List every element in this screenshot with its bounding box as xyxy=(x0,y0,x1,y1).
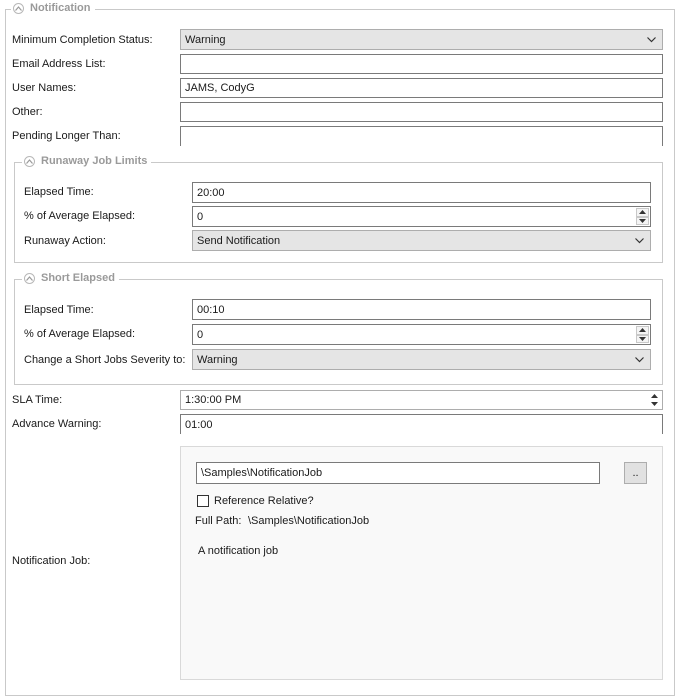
runaway-pct-value: 0 xyxy=(197,210,204,223)
browse-button[interactable] xyxy=(624,462,647,484)
short-severity-value: Warning xyxy=(197,353,238,366)
collapse-up-icon[interactable] xyxy=(24,273,35,284)
email-field[interactable] xyxy=(180,54,663,74)
other-field[interactable] xyxy=(180,102,663,122)
min-completion-label: Minimum Completion Status: xyxy=(12,34,153,46)
collapse-up-icon[interactable] xyxy=(13,3,24,14)
collapse-up-icon[interactable] xyxy=(24,156,35,167)
short-elapsed-label: Elapsed Time: xyxy=(24,304,94,316)
spin-down-icon[interactable] xyxy=(648,400,661,408)
sla-label: SLA Time: xyxy=(12,394,63,406)
pending-field[interactable] xyxy=(180,126,663,146)
spin-up-icon[interactable] xyxy=(636,326,649,335)
min-completion-select[interactable] xyxy=(180,29,663,50)
short-elapsed-value: 00:10 xyxy=(197,303,225,316)
browse-label: .. xyxy=(632,467,639,479)
runaway-elapsed-label: Elapsed Time: xyxy=(24,186,94,198)
chevron-down-icon xyxy=(647,37,656,43)
job-path-value: \Samples\NotificationJob xyxy=(201,467,323,479)
advance-value: 01:00 xyxy=(185,418,213,431)
job-description: A notification job xyxy=(198,545,279,557)
user-names-value: JAMS, CodyG xyxy=(185,82,255,94)
notification-job-label: Notification Job: xyxy=(12,555,91,567)
spin-down-icon[interactable] xyxy=(636,335,649,344)
runaway-action-value: Send Notification xyxy=(197,234,281,247)
runaway-legend[interactable] xyxy=(22,154,151,168)
sla-time-picker[interactable] xyxy=(180,390,663,410)
job-path-field[interactable] xyxy=(196,462,600,484)
runaway-elapsed-field[interactable] xyxy=(192,182,651,203)
other-label: Other: xyxy=(12,106,43,118)
user-names-field[interactable] xyxy=(180,78,663,98)
min-completion-value: Warning xyxy=(185,33,226,46)
full-path-value: \Samples\NotificationJob xyxy=(248,515,370,527)
short-severity-select[interactable] xyxy=(192,349,651,370)
notification-legend[interactable] xyxy=(11,1,95,15)
runaway-elapsed-value: 20:00 xyxy=(197,186,225,199)
short-pct-spinner[interactable] xyxy=(192,324,651,345)
email-label: Email Address List: xyxy=(12,58,106,70)
spin-down-icon[interactable] xyxy=(636,217,649,226)
short-elapsed-title: Short Elapsed xyxy=(41,272,115,284)
pending-label: Pending Longer Than: xyxy=(12,130,121,142)
runaway-pct-spinner[interactable] xyxy=(192,206,651,227)
reference-relative-label[interactable]: Reference Relative? xyxy=(214,495,314,507)
notification-job-panel xyxy=(180,446,663,680)
runaway-title: Runaway Job Limits xyxy=(41,155,148,167)
full-path-label: Full Path: xyxy=(195,515,242,527)
short-elapsed-legend[interactable] xyxy=(22,271,119,285)
advance-label: Advance Warning: xyxy=(12,418,102,430)
sla-value: 1:30:00 PM xyxy=(185,394,242,406)
spin-up-icon[interactable] xyxy=(636,208,649,217)
spin-up-icon[interactable] xyxy=(648,392,661,400)
runaway-pct-label: % of Average Elapsed: xyxy=(24,210,136,222)
short-severity-label: Change a Short Jobs Severity to: xyxy=(24,354,186,366)
user-names-label: User Names: xyxy=(12,82,77,94)
chevron-down-icon xyxy=(635,238,644,244)
runaway-action-select[interactable] xyxy=(192,230,651,251)
notification-title: Notification xyxy=(30,2,91,14)
reference-relative-checkbox[interactable] xyxy=(197,495,209,507)
chevron-down-icon xyxy=(635,357,644,363)
short-pct-label: % of Average Elapsed: xyxy=(24,328,136,340)
short-pct-value: 0 xyxy=(197,328,204,341)
advance-warning-field[interactable] xyxy=(180,414,663,434)
runaway-action-label: Runaway Action: xyxy=(24,235,106,247)
short-elapsed-field[interactable] xyxy=(192,299,651,320)
